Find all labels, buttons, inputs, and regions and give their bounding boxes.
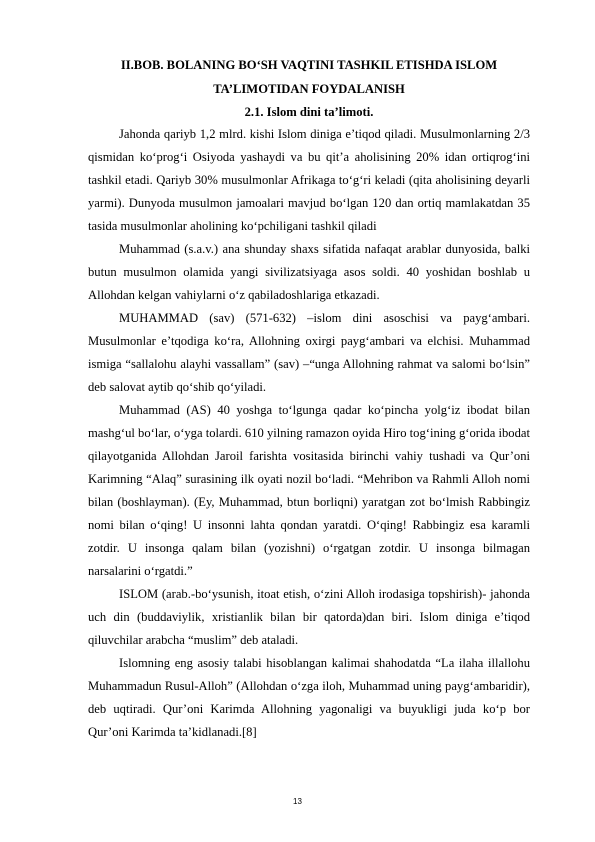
chapter-title-line-1: II.BOB. BOLANING BO‘SH VAQTINI TASHKIL ETISHDA ISLOM <box>120 58 498 72</box>
paragraph: Islomning eng asosiy talabi hisoblangan kalimai shahodatda “La ilaha illallohu Muhammadun Rusul-Alloh” (Allohdan o‘zga iloh, Muhammad uning payg‘ambaridir), deb uqtiradi. Qur’oni Karimda Allohning yagonaligi va buyukligi juda ko‘p bor Qur’oni Karimda ta’kidlanadi.[8] <box>88 656 530 739</box>
paragraph: Jahonda qariyb 1,2 mlrd. kishi Islom diniga e’tiqod qiladi. Musulmonlarning 2/3 qismidan ko‘prog‘i Osiyoda yashaydi va bu qit’a aholisining 20% idan ortiqrog‘ini tashkil etadi. Qariyb 30% musulmonlar Afrikaga to‘g‘ri keladi (qita aholisining deyarli yarmi). Dunyoda musulmon jamoalari mavjud bo‘lgan 120 dan ortiq mamlakatdan 35 tasida musulmonlar aholining ko‘pchiligani tashkil qiladi <box>88 127 530 233</box>
page-number: 13 <box>293 797 302 806</box>
paragraph: Muhammad (s.a.v.) ana shunday shaxs sifatida nafaqat arablar dunyosida, balki butun musulmon olamida yangi sivilizatsiyaga asos soldi. 40 yoshidan boshlab u Allohdan kelgan vahiylarni o‘z qabiladoshlariga etkazadi. <box>88 242 530 302</box>
paragraph: Muhammad (AS) 40 yoshga to‘lgunga qadar ko‘pincha yolg‘iz ibodat bilan mashg‘ul bo‘lar, o‘yga tolardi. 610 yilning ramazon oyida Hiro tog‘ining g‘orida ibodat qilayotganida Allohdan Jaroil farishta vositasida birinchi vahiy tushadi va Qur’oni Karimning “Alaq” surasining ilk oyati nozil bo‘ladi. “Mehribon va Rahmli Alloh nomi bilan (boshlayman). (Ey, Muhammad, btun borliqni) yaratgan zot bo‘lmish Rabbingiz nomi bilan o‘qing! U insonni lahta qondan yaratdi. O‘qing! Rabbingiz esa karamli zotdir. U insonga qalam bilan (yozishni) o‘rgatgan zotdir. U insonga bilmagan narsalarini o‘rgatdi.” <box>88 403 530 578</box>
chapter-title-line-2: TA’LIMOTIDAN FOYDALANISH <box>213 82 405 96</box>
document-page <box>88 53 530 744</box>
paragraph: MUHAMMAD (sav) (571-632) –islom dini asoschisi va payg‘ambari. Musulmonlar e’tqodiga ko‘ra, Allohning oxirgi payg‘ambari va elchisi. Muhammad ismiga “sallalohu alayhi vassallam” (sav) –“unga Allohning rahmat va salomi bo‘lsin” deb salovat aytib qo‘shib qo‘yiladi. <box>88 311 530 394</box>
paragraph: ISLOM (arab.-bo‘ysunish, itoat etish, o‘zini Alloh irodasiga topshirish)- jahonda uch din (buddaviylik, xristianlik bilan bir qatorda)dan biri. Islom diniga e’tiqod qiluvchilar arabcha “muslim” deb ataladi. <box>88 587 530 647</box>
section-title: 2.1. Islom dini ta’limoti. <box>244 105 374 119</box>
